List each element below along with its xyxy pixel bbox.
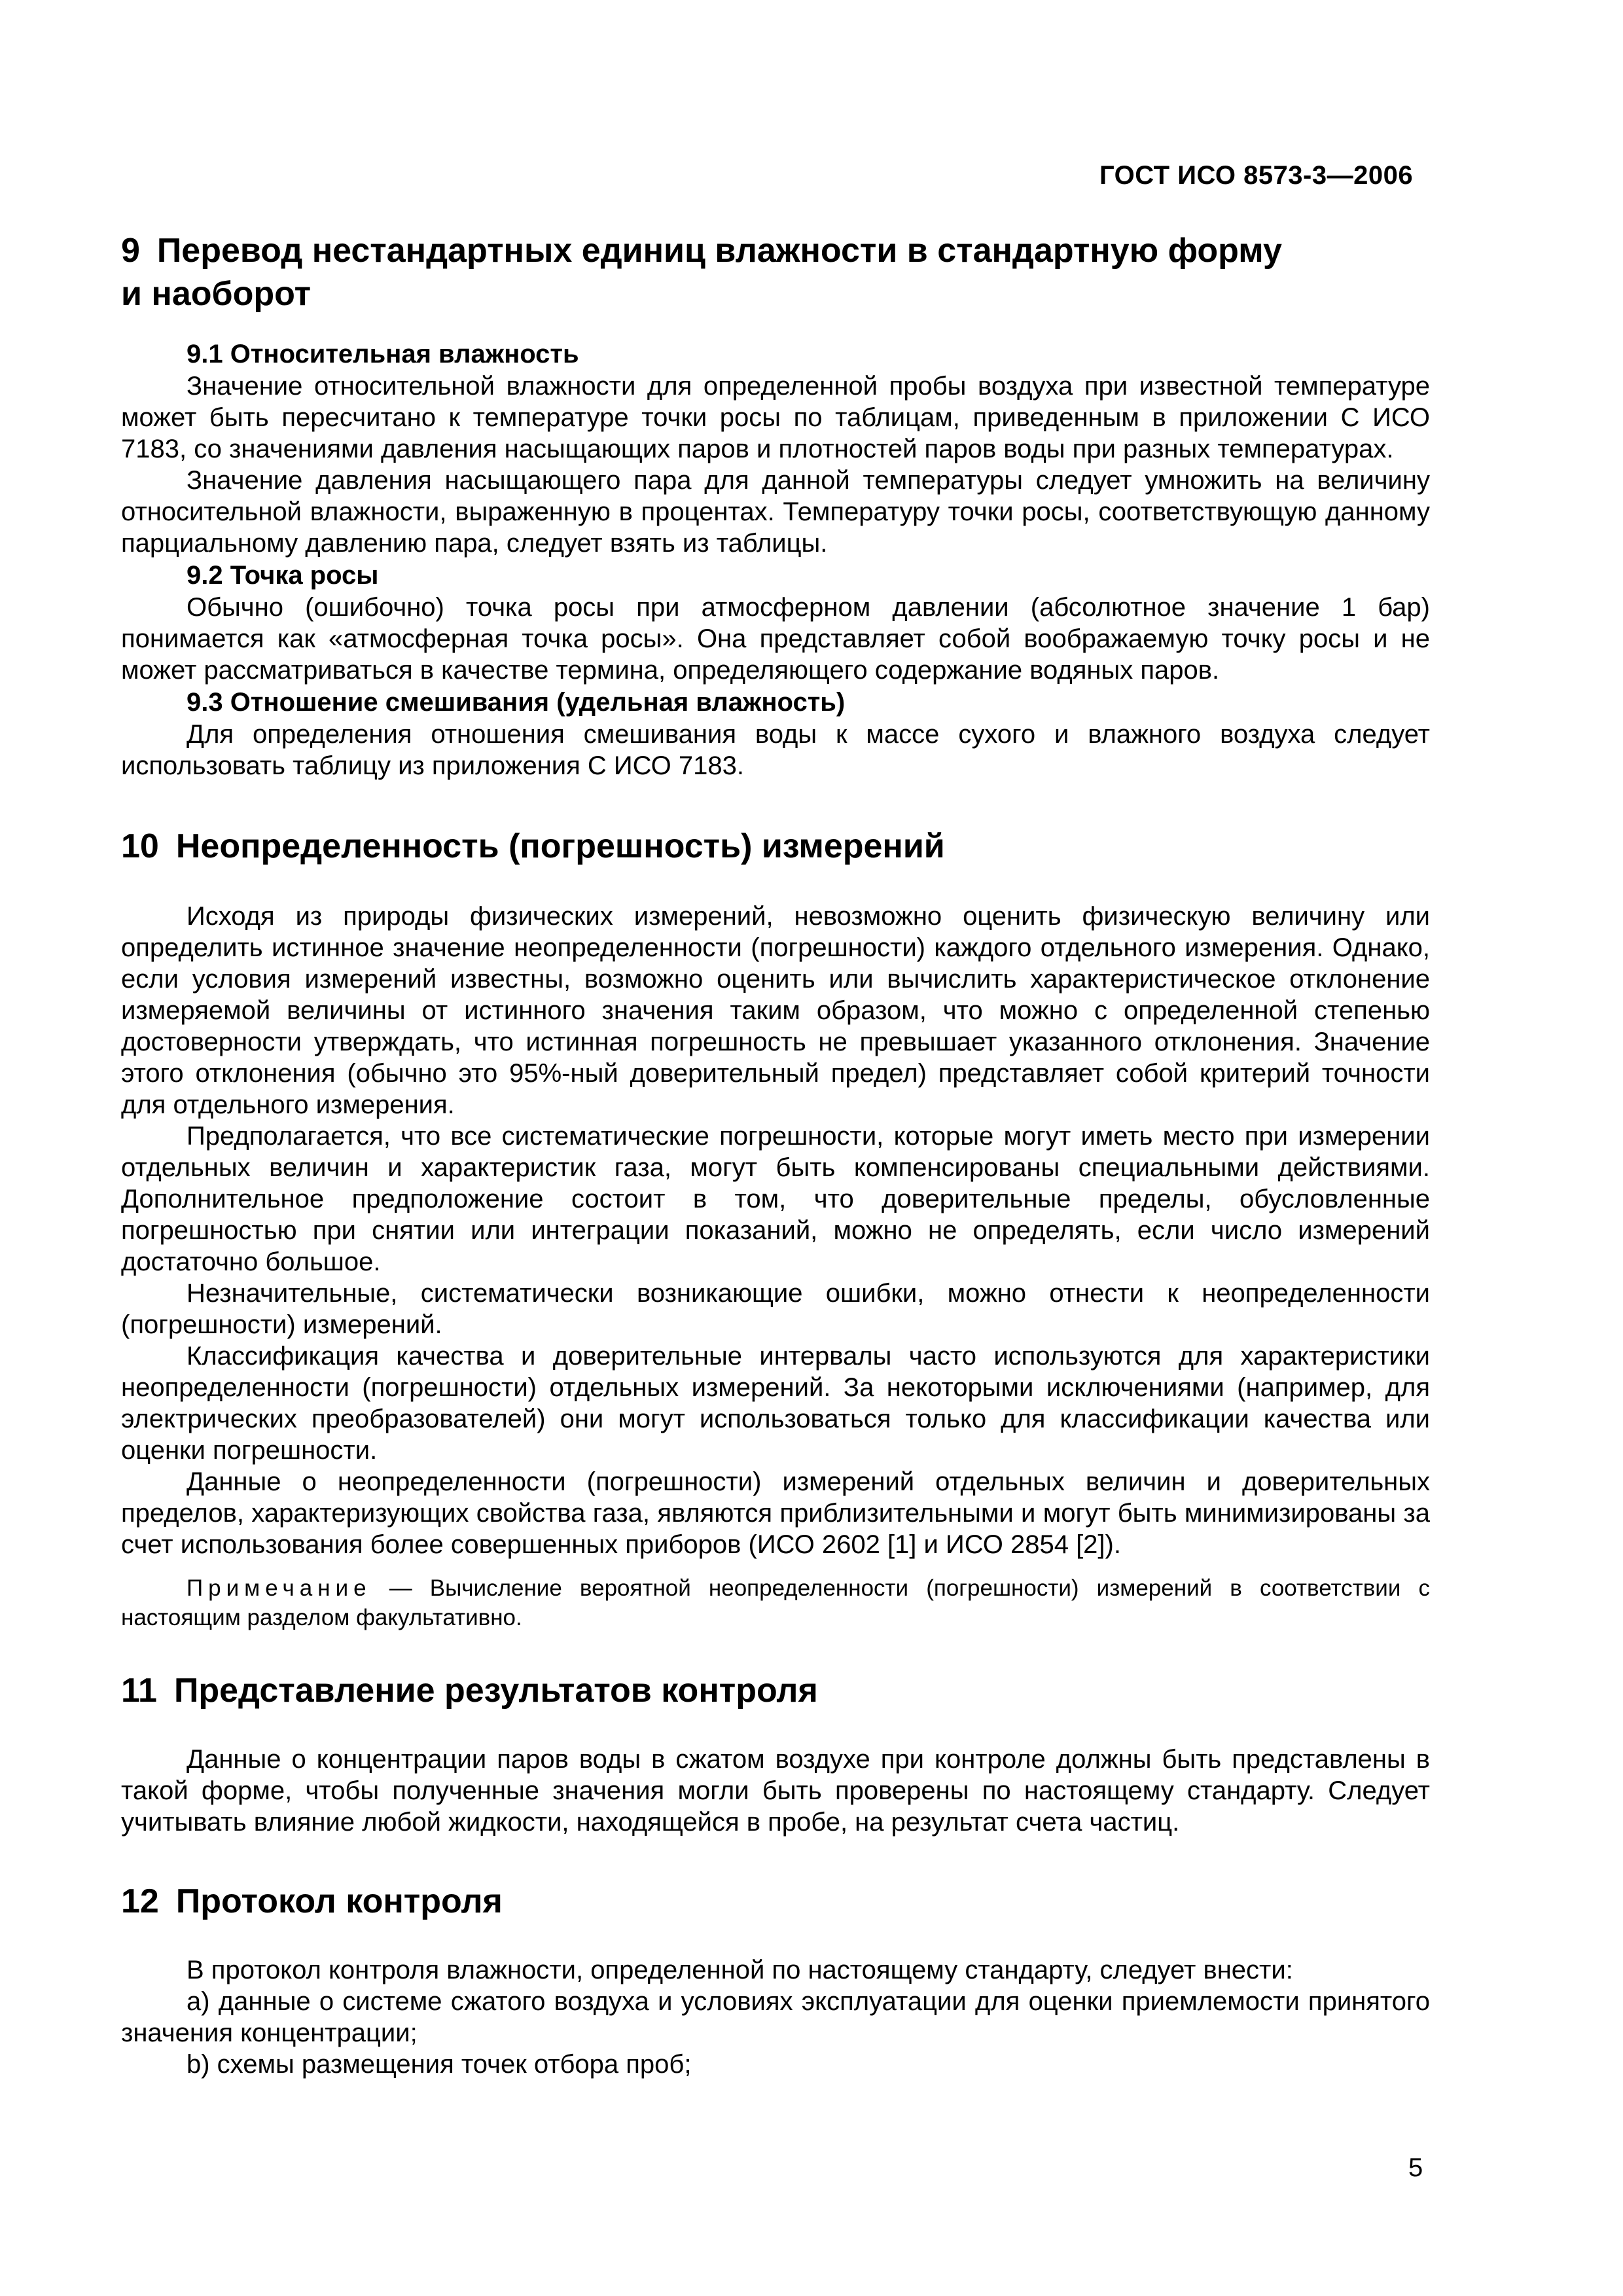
section-11-paragraph-1: Данные о концентрации паров воды в сжатом воздухе при контроле должны быть представлены в такой форме, чтобы полученные значения могли быть проверены по настоящему стандарту. Следует учитывать влияние любой жидкости, находящейся в пробе, на результат счета частиц. [121, 1745, 1430, 1837]
subsection-9-3-paragraph-1: Для определения отношения смешивания воды к массе сухого и влажного воздуха следует использовать таблицу из приложения С ИСО 7183. [121, 720, 1430, 780]
section-12-heading [121, 1880, 1430, 1923]
section-10-paragraph-4: Классификация качества и доверительные интервалы часто используются для характеристики неопределенности (погрешности) отдельных измерений. За некоторыми исключениями (например, для электрических преобразователей) они могут использоваться только для классификации качества или оценки погрешности. [121, 1342, 1430, 1465]
section-9-title-line2: и наоборот [121, 275, 312, 313]
section-10-paragraph-1: Исходя из природы физических измерений, невозможно оценить физическую величину или определить истинное значение неопределенности (погрешности) каждого отдельного измерения. Однако, если условия измерений известны, возможно оценить или вычислить характеристическое отклонение измеряемой величины от истинного значения таким образом, что можно с определенной степенью достоверности утверждать, что истинная погрешность не превышает указанного отклонения. Значение этого отклонения (обычно это 95%-ный доверительный предел) представляет собой критерий точности для отдельного измерения. [121, 902, 1430, 1119]
subsection-9-1-title: 9.1 Относительная влажность [187, 340, 579, 368]
section-12-number: 12 [121, 1882, 159, 1920]
section-9-body [121, 338, 1430, 781]
note-text: — Вычисление вероятной неопределенности (погрешности) измерений в соответствии с настоящим разделом факультативно. [121, 1575, 1430, 1630]
section-11-heading [121, 1669, 1430, 1712]
page-number: 5 [1408, 2153, 1423, 2182]
section-10-paragraph-2: Предполагается, что все систематические погрешности, которые могут иметь место при измерении отдельных величин и характеристик газа, могут быть компенсированы специальными действиями. Дополнительное предположение состоит в том, что доверительные пределы, обусловленные погрешностью при снятии или интеграции показаний, можно не определять, если число измерений достаточно большое. [121, 1122, 1430, 1276]
subsection-9-1-paragraph-2: Значение давления насыщающего пара для данной температуры следует умножить на величину относительной влажности, выраженную в процентах. Температуру точки росы, соответствующую данному парциальному давлению пара, следует взять из таблицы. [121, 466, 1430, 558]
section-9-number: 9 [121, 232, 140, 270]
section-9-title-line1: Перевод нестандартных единиц влажности в стандартную форму [156, 232, 1282, 270]
note-label: Примечание [187, 1575, 372, 1601]
section-10-title: Неопределенность (погрешность) измерений [175, 827, 945, 865]
section-11-number: 11 [121, 1672, 157, 1710]
section-10-paragraph-5: Данные о неопределенности (погрешности) измерений отдельных величин и доверительных пределов, характеризующих свойства газа, являются приблизительными и могут быть минимизированы за счет использования более совершенных приборов (ИСО 2602 [1] и ИСО 2854 [2]). [121, 1467, 1430, 1559]
section-12-list-item-b: b) схемы размещения точек отбора проб; [187, 2050, 692, 2079]
section-11-title: Представление результатов контроля [173, 1672, 818, 1710]
section-12-paragraph-1: В протокол контроля влажности, определенной по настоящему стандарту, следует внести: [187, 1956, 1293, 1984]
section-12-list-item-a: а) данные о системе сжатого воздуха и условиях эксплуатации для оценки приемлемости принятого значения концентрации; [121, 1987, 1430, 2047]
section-12-title: Протокол контроля [175, 1882, 503, 1920]
subsection-9-2-title: 9.2 Точка росы [187, 561, 379, 590]
section-10-paragraph-3: Незначительные, систематически возникающие ошибки, можно отнести к неопределенности (погрешности) измерений. [121, 1279, 1430, 1339]
subsection-9-2-paragraph-1: Обычно (ошибочно) точка росы при атмосферном давлении (абсолютное значение 1 бар) понимается как «атмосферная точка росы». Она представляет собой воображаемую точку росы и не может рассматриваться в качестве термина, определяющего содержание водяных паров. [121, 593, 1430, 685]
document-header-code: ГОСТ ИСО 8573-3—2006 [1099, 161, 1414, 190]
section-10-heading [121, 825, 1430, 868]
subsection-9-1-paragraph-1: Значение относительной влажности для определенной пробы воздуха при известной температуре может быть пересчитано к температуре точки росы по таблицам, приведенным в приложении С ИСО 7183, со значениями давления насыщающих паров и плотностей паров воды при разных температурах. [121, 372, 1430, 463]
section-11-body [121, 1744, 1430, 1838]
subsection-9-3-title: 9.3 Отношение смешивания (удельная влажность) [187, 688, 846, 717]
section-12-body [121, 1954, 1430, 2080]
section-10-note [121, 1573, 1430, 1632]
section-10-body [121, 901, 1430, 1632]
section-9-heading [121, 229, 1430, 315]
section-10-number: 10 [121, 827, 159, 865]
